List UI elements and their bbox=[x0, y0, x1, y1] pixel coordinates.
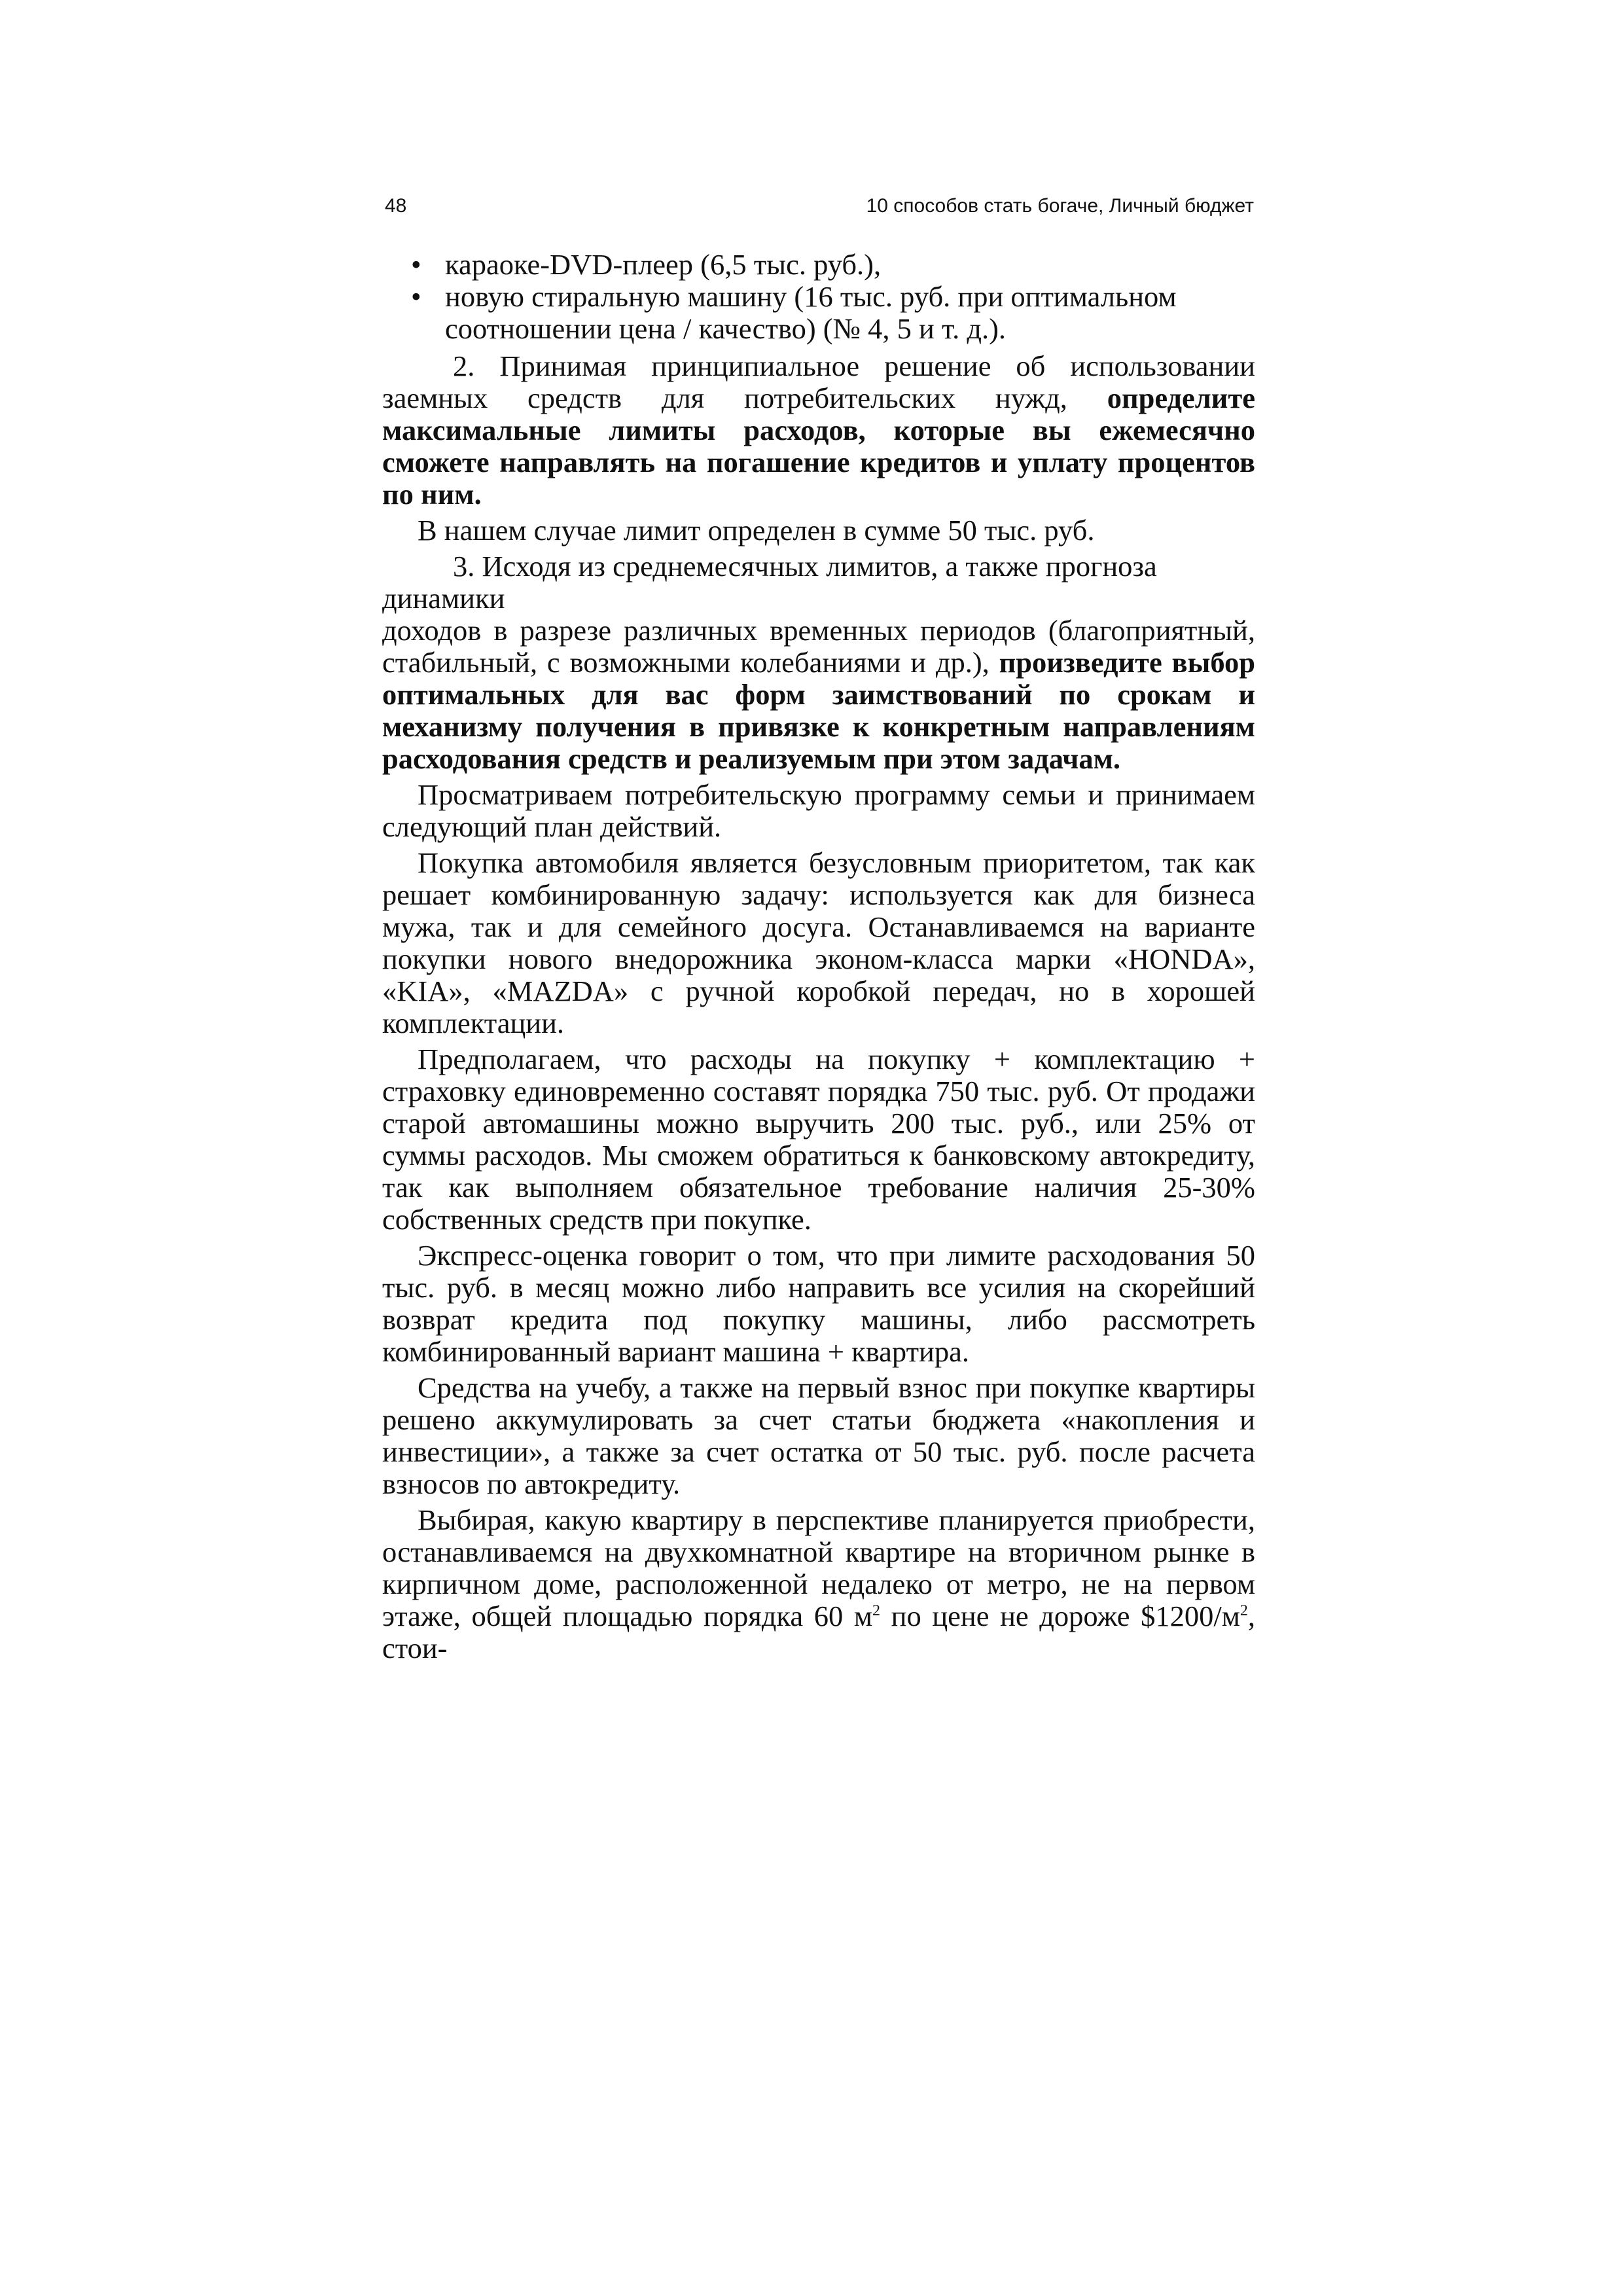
body-text bbox=[382, 249, 1255, 1667]
numbered-item-3-line1 bbox=[382, 550, 1255, 615]
item-bold-text: произведите выбор оптимальных для вас форм заимствований по срокам и механизму получения в привязке к конкретным направлениям расходования средств и реализуемым при этом задачам. bbox=[382, 646, 1255, 775]
final-paragraph bbox=[382, 1504, 1255, 1664]
item-bold-text: определите максимальные лимиты расходов, которые вы ежемесячно сможете направлять на погашение кредитов и уплату процентов по ним. bbox=[382, 382, 1255, 511]
item-text: Исходя из среднемесячных лимитов, а также прогноза динамики bbox=[382, 550, 1157, 615]
page-number: 48 bbox=[385, 195, 407, 217]
paragraph: Предполагаем, что расходы на покупку + комплектацию + страховку единовременно составят порядка 750 тыс. руб. От продажи старой автомашины можно выручить 200 тыс. руб., или 25% от суммы расходов. Мы сможем обратиться к банковскому автокредиту, так как выполняем обязательное требование наличия 25-30% собственных средств при покупке. bbox=[382, 1043, 1255, 1236]
superscript: 2 bbox=[1240, 1602, 1248, 1620]
item-number: 2. bbox=[453, 350, 475, 382]
paragraph: Покупка автомобиля является безусловным приоритетом, так как решает комбинированную задачу: используется как для бизнеса мужа, так и для семейного досуга. Останавливаемся на варианте покупки нового внедорожника эконом-класса марки «HONDA», «KIA», «MAZDA» с ручной коробкой передач, но в хорошей комплектации. bbox=[382, 846, 1255, 1039]
limit-note: В нашем случае лимит определен в сумме 50 тыс. руб. bbox=[418, 514, 1095, 547]
final-text: Выбирая, какую квартиру в перспективе планируется приобрести, останавливаемся на двухкомнатной квартире на вторичном рынке в кирпичном доме, расположенной недалеко от метро, не на первом этаже, общей площадью порядка 60 м bbox=[382, 1503, 1255, 1632]
item-text: доходов в разрезе различных временных периодов (благоприятный, стабильный, с возможными колебаниями и др.), bbox=[382, 614, 1255, 679]
list-item bbox=[411, 281, 1255, 345]
final-text-end: , стои- bbox=[382, 1600, 1255, 1664]
bullet-icon: • bbox=[411, 248, 421, 281]
running-title: 10 способов стать богаче, Личный бюджет bbox=[866, 195, 1254, 217]
bullet-text: караоке-DVD-плеер (6,5 тыс. руб.), bbox=[445, 248, 882, 281]
numbered-item-3-body bbox=[382, 615, 1255, 775]
final-text-mid: по цене не дороже $1200/м bbox=[880, 1600, 1240, 1632]
bullet-icon: • bbox=[411, 280, 421, 313]
numbered-item-2 bbox=[382, 350, 1255, 511]
superscript: 2 bbox=[872, 1602, 880, 1620]
bullet-list bbox=[382, 249, 1255, 345]
item-number: 3. bbox=[453, 550, 475, 583]
item-text: Принимая принципиальное решение об использовании заемных средств для потребительских нужд, bbox=[382, 350, 1255, 414]
paragraph: Экспресс-оценка говорит о том, что при лимите расходования 50 тыс. руб. в месяц можно либо направить все усилия на скорейший возврат кредита под покупку машины, либо рассмотреть комбинированный вариант машина + квартира. bbox=[382, 1239, 1255, 1368]
paragraph: Просматриваем потребительскую программу семьи и принимаем следующий план действий. bbox=[382, 778, 1255, 843]
paragraph: Средства на учебу, а также на первый взнос при покупке квартиры решено аккумулировать за счет статьи бюджета «накопления и инвестиции», а также за счет остатка от 50 тыс. руб. после расчета взносов по автокредиту. bbox=[382, 1371, 1255, 1500]
list-item bbox=[411, 249, 1255, 281]
bullet-text: новую стиральную машину (16 тыс. руб. при оптимальном соотношении цена / качество) (№ 4, 5 и т. д.). bbox=[445, 280, 1177, 345]
